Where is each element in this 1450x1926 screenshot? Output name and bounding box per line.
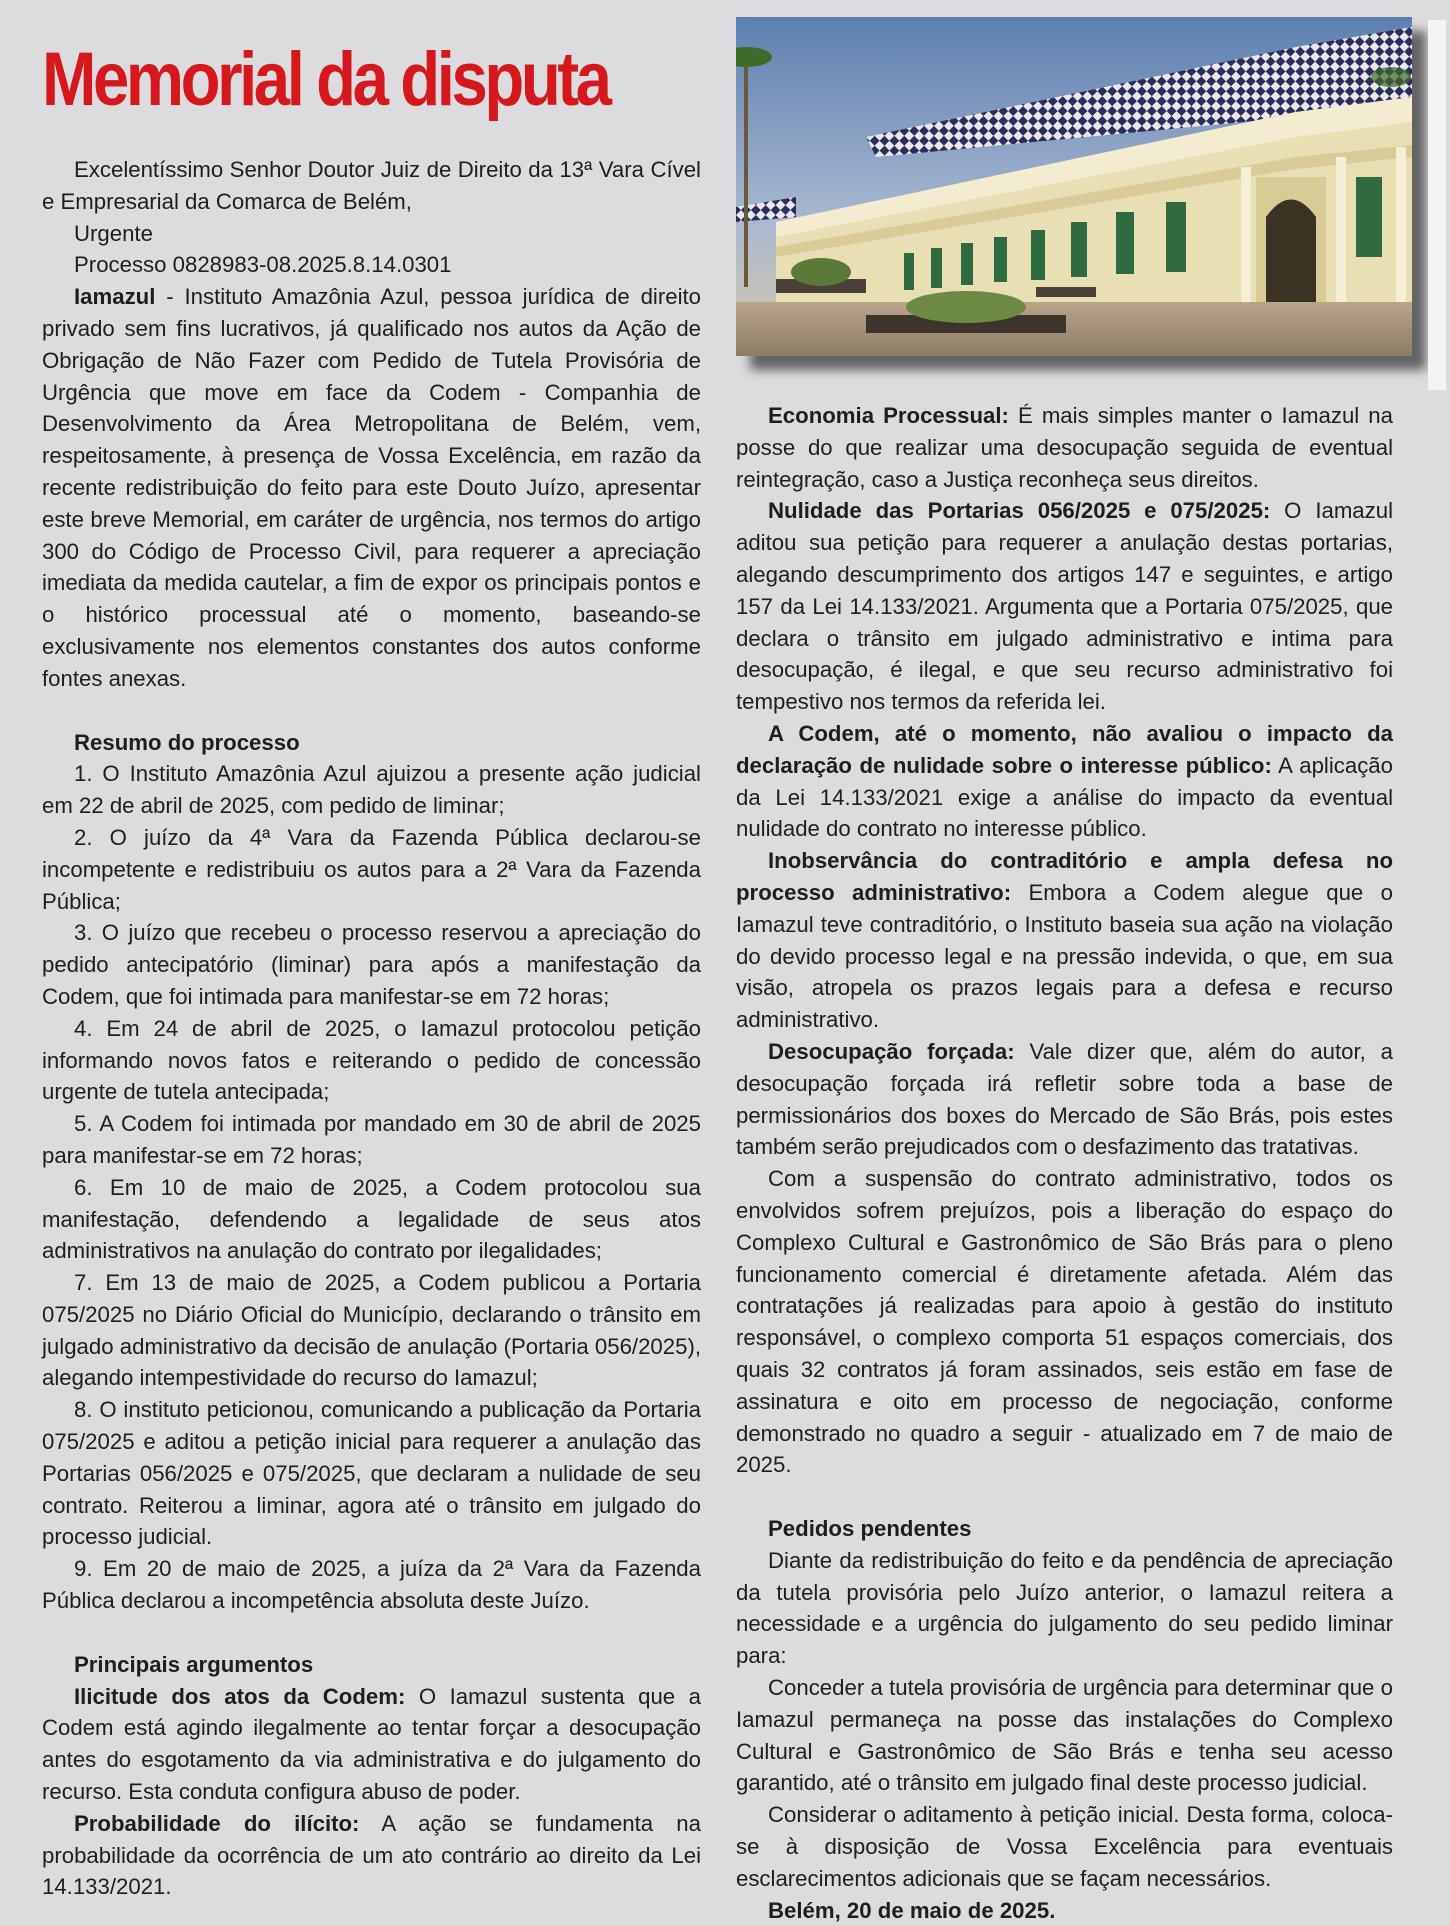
building-photo-icon [736, 17, 1412, 356]
argument-title: A Codem, até o momento, não avaliou o impacto da declaração de nulidade sobre o interesse público: [736, 720, 1393, 778]
argument-item [736, 718, 1393, 845]
argument-item [736, 845, 1393, 1036]
intro-urgent: Urgente [74, 220, 153, 246]
summary-item: 4. Em 24 de abril de 2025, o Iamazul protocolou petição informando novos fatos e reiterando o pedido de concessão urgente de tutela antecipada; [42, 1015, 701, 1105]
argument-item [736, 495, 1393, 718]
page-edge-strip [1428, 20, 1446, 390]
summary-item: 6. Em 10 de maio de 2025, a Codem protocolou sua manifestação, defendendo a legalidade de seus atos administrativos na anulação do contrato por ilegalidades; [42, 1174, 701, 1264]
argument-title: Economia Processual: [768, 403, 1009, 428]
intro-salutation: Excelentíssimo Senhor Doutor Juiz de Direito da 13ª Vara Cível e Empresarial da Comarca de Belém, [42, 157, 701, 214]
request-paragraph: Diante da redistribuição do feito e da pendência de apreciação da tutela provisória pelo Juízo anterior, o Iamazul reitera a necessidade e a urgência do julgamento do seu pedido liminar para: [736, 1547, 1393, 1669]
request-paragraph: Considerar o aditamento à petição inicial. Desta forma, coloca-se à disposição de Vossa Excelência para eventuais esclarecimentos adicionais que se façam necessários. [736, 1802, 1393, 1891]
arguments-heading: Principais argumentos [74, 1651, 314, 1677]
argument-title: Nulidade das Portarias 056/2025 e 075/2025: [768, 498, 1271, 524]
page-title: Memorial da disputa [42, 37, 609, 122]
summary-heading: Resumo do processo [74, 729, 300, 755]
arguments-closing: Com a suspensão do contrato administrativo, todos os envolvidos sofrem prejuízos, pois a liberação do espaço do Complexo Cultural e Gastronômico de São Brás para o pleno funcionamento comercial é diretamente afetada. Além das contratações já realizadas para apoio à gestão do instituto responsável, o complexo comporta 51 espaços comerciais, dos quais 32 contratos já foram assinados, seis estão em fase de assinatura e oito em processo de negociação, conforme demonstrado no quadro a seguir - atualizado em 7 de maio de 2025. [736, 1166, 1393, 1478]
right-column [736, 400, 1393, 1926]
building-photo [736, 17, 1412, 356]
left-column [42, 36, 701, 1903]
intro-body-bold: Iamazul [74, 284, 156, 310]
summary-item: 1. O Instituto Amazônia Azul ajuizou a presente ação judicial em 22 de abril de 2025, com pedido de liminar; [42, 761, 701, 819]
argument-text: A ação se fundamenta na probabilidade da ocorrência de um ato contrário ao direito da Lei 14.133/2021. [42, 1810, 701, 1900]
intro-body [42, 281, 701, 694]
summary-item: 9. Em 20 de maio de 2025, a juíza da 2ª Vara da Fazenda Pública declarou a incompetência absoluta deste Juízo. [42, 1556, 701, 1614]
summary-item: 2. O juízo da 4ª Vara da Fazenda Pública declarou-se incompetente e redistribuiu os autos para a 2ª Vara da Fazenda Pública; [42, 824, 701, 914]
argument-item [42, 1681, 701, 1808]
argument-text: A aplicação da Lei 14.133/2021 exige a análise do impacto da eventual nulidade do contrato no interesse público. [736, 752, 1393, 842]
argument-item [736, 400, 1393, 495]
signature-date: Belém, 20 de maio de 2025. [768, 1897, 1056, 1923]
argument-item [736, 1036, 1393, 1163]
summary-item: 8. O instituto peticionou, comunicando a publicação da Portaria 075/2025 e aditou a petição inicial para requerer a anulação das Portarias 056/2025 e 075/2025, que declaram a nulidade de seu contrato. Reiterou a liminar, agora até o trânsito em julgado do processo judicial. [42, 1397, 701, 1550]
argument-text: Vale dizer que, além do autor, a desocupação forçada irá refletir sobre toda a base de permissionários dos boxes do Mercado de São Brás, pois estes também serão prejudicados com o desfazimento das tratativas. [736, 1038, 1393, 1160]
argument-text: Embora a Codem alegue que o Iamazul teve contraditório, o Instituto baseia sua ação na violação do devido processo legal e na pressão indevida, o que, em sua visão, atropela os prazos legais para a defesa e recurso administrativo. [736, 879, 1393, 1033]
intro-process-number: Processo 0828983-08.2025.8.14.0301 [74, 252, 452, 278]
argument-item [42, 1808, 701, 1903]
argument-text: O Iamazul sustenta que a Codem está agindo ilegalmente ao tentar forçar a desocupação antes do esgotamento da via administrativa e do julgamento do recurso. Esta conduta configura abuso de poder. [42, 1683, 701, 1805]
request-paragraph: Conceder a tutela provisória de urgência para determinar que o Iamazul permaneça na posse das instalações do Complexo Cultural e Gastronômico de São Brás e tenha seu acesso garantido, até o trânsito em julgado final deste processo judicial. [736, 1675, 1393, 1796]
argument-title: Desocupação forçada: [768, 1038, 1015, 1064]
requests-heading: Pedidos pendentes [768, 1516, 972, 1542]
summary-item: 3. O juízo que recebeu o processo reservou a apreciação do pedido antecipatório (liminar) para após a manifestação da Codem, que foi intimada para manifestar-se em 72 horas; [42, 920, 701, 1009]
argument-title: Probabilidade do ilícito: [74, 1810, 360, 1836]
argument-text: É mais simples manter o Iamazul na posse do que realizar uma desocupação seguida de eventual reintegração, caso a Justiça reconheça seus direitos. [736, 403, 1393, 492]
argument-text: O Iamazul aditou sua petição para requerer a anulação destas portarias, alegando descumprimento dos artigos 147 e seguintes, e artigo 157 da Lei 14.133/2021. Argumenta que a Portaria 075/2025, que declara o trânsito em julgado administrativo e intima para desocupação, é ilegal, e que seu recurso administrativo foi tempestivo nos termos da referida lei. [736, 498, 1394, 715]
summary-item: 5. A Codem foi intimada por mandado em 30 de abril de 2025 para manifestar-se em 72 horas; [42, 1111, 701, 1168]
argument-title: Ilicitude dos atos da Codem: [74, 1683, 406, 1709]
intro-body-text: - Instituto Amazônia Azul, pessoa jurídica de direito privado sem fins lucrativos, já qualificado nos autos da Ação de Obrigação de Não Fazer com Pedido de Tutela Provisória de Urgência que move em face da Codem - Companhia de Desenvolvimento da Área Metropolitana de Belém, vem, respeitosamente, à presença de Vossa Excelência, em razão da recente redistribuição do feito para este Douto Juízo, apresentar este breve Memorial, em caráter de urgência, nos termos do artigo 300 do Código de Processo Civil, para requerer a apreciação imediata da medida cautelar, a fim de expor os principais pontos e o histórico processual até o momento, baseando-se exclusivamente nos elementos constantes dos autos conforme fontes anexas. [42, 284, 701, 691]
summary-item: 7. Em 13 de maio de 2025, a Codem publicou a Portaria 075/2025 no Diário Oficial do Município, declarando o trânsito em julgado administrativo da decisão de anulação (Portaria 056/2025), alegando intempestividade do recurso do Iamazul; [42, 1270, 701, 1391]
argument-title: Inobservância do contraditório e ampla defesa no processo administrativo: [736, 848, 1393, 905]
